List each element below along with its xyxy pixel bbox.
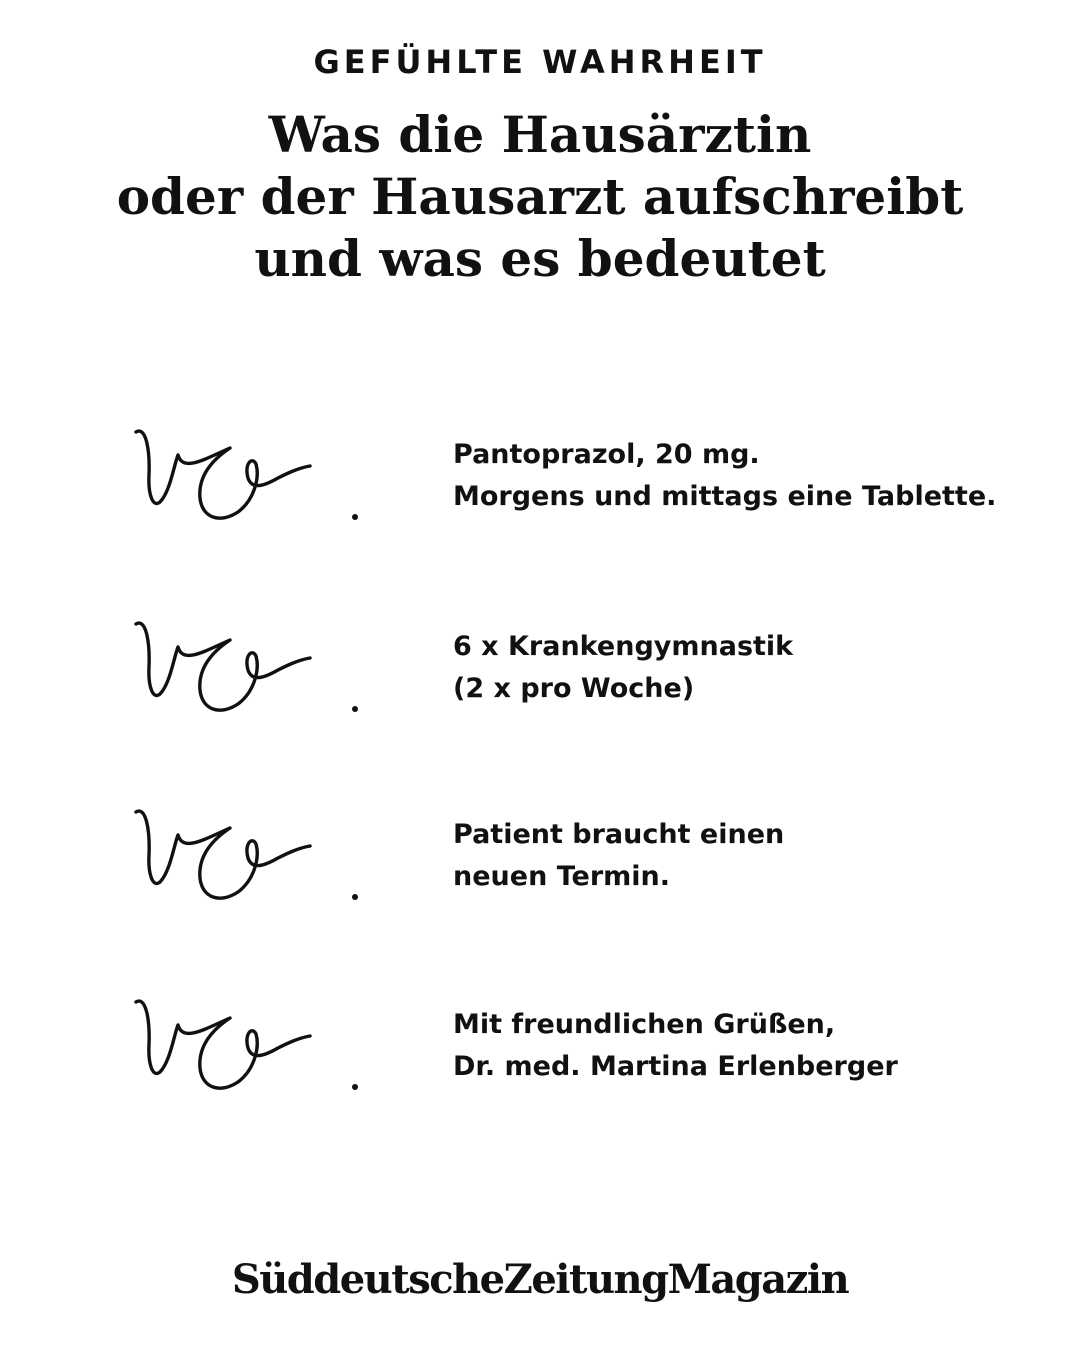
- headline-line-1: Was die Hausärztin: [268, 105, 812, 164]
- prescription-entry: [0, 612, 1080, 742]
- kicker-label: GEFÜHLTE WAHRHEIT: [313, 43, 767, 81]
- entry-line-1: Patient braucht einen: [453, 819, 785, 850]
- entry-text: [453, 434, 1053, 518]
- entry-text: [453, 1004, 1053, 1088]
- entry-line-2: Morgens und mittags eine Tablette.: [453, 481, 997, 512]
- prescription-entry: [0, 420, 1080, 550]
- publication-logo: SüddeutscheZeitungMagazin: [231, 1256, 849, 1303]
- entry-line-2: Dr. med. Martina Erlenberger: [453, 1051, 898, 1082]
- entry-text: [453, 814, 1053, 898]
- prescription-entry: [0, 990, 1080, 1120]
- prescription-entry: [0, 800, 1080, 930]
- entry-line-1: Mit freundlichen Grüßen,: [453, 1009, 836, 1040]
- headline-line-2: oder der Hausarzt aufschreibt: [116, 167, 964, 226]
- scribble-signature-icon: [128, 800, 388, 915]
- entry-line-1: 6 x Krankengymnastik: [453, 631, 794, 662]
- scribble-signature-icon: [128, 990, 388, 1105]
- entry-line-2: neuen Termin.: [453, 861, 671, 892]
- scribble-signature-icon: [128, 612, 388, 727]
- entry-text: [453, 626, 1053, 710]
- headline: [0, 104, 1080, 290]
- entry-line-1: Pantoprazol, 20 mg.: [453, 439, 760, 470]
- scribble-signature-icon: [128, 420, 388, 535]
- entry-line-2: (2 x pro Woche): [453, 673, 695, 704]
- headline-line-3: und was es bedeutet: [254, 229, 826, 288]
